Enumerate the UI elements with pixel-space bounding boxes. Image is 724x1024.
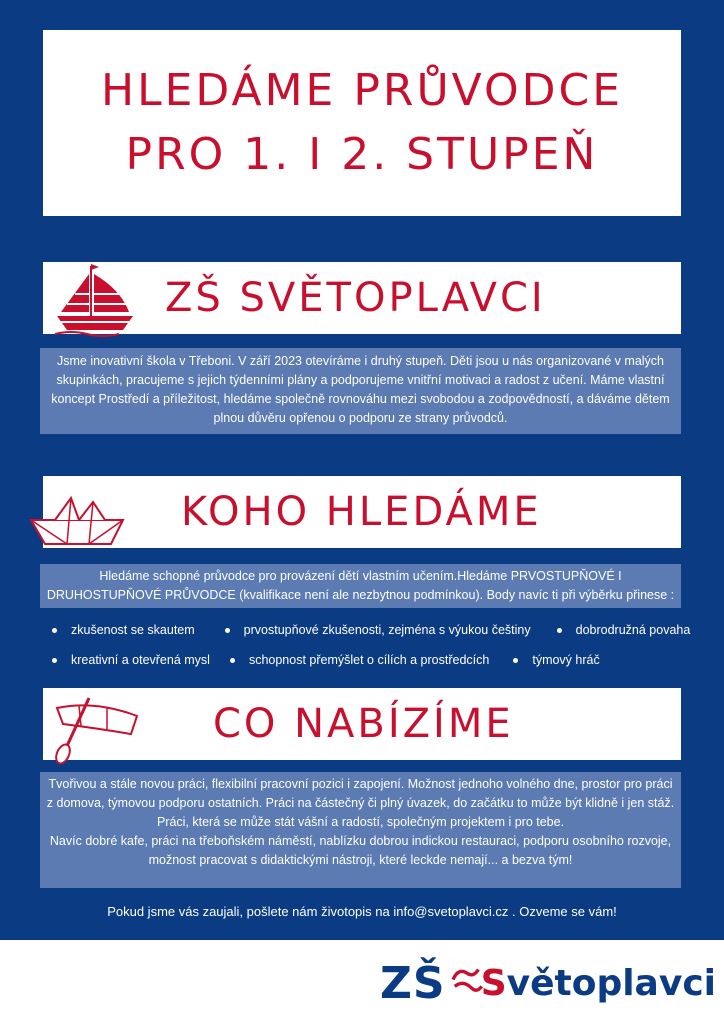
requirements-row-1 bbox=[40, 618, 690, 642]
list-item bbox=[557, 623, 691, 637]
lifebuoy-icon bbox=[448, 957, 485, 1009]
list-item-label: týmový hráč bbox=[532, 653, 600, 667]
section-school-heading: ZŠ SVĚTOPLAVCI bbox=[165, 275, 546, 321]
title-box bbox=[43, 30, 681, 216]
logo-prefix: ZŠ bbox=[380, 957, 446, 1009]
who-description-text: Hledáme schopné průvodce pro provázení dětí vlastním učením.Hledáme PRVOSTUPŇOVÉ I DRUHOSTUPŇOVÉ PRŮVODCE (kvalifikace není ale nezbytnou podmínkou). Body navíc ti při výběrku přinese : bbox=[46, 569, 675, 602]
list-item-label: schopnost přemýšlet o cílích a prostředcích bbox=[248, 653, 490, 667]
bullet-icon bbox=[230, 658, 235, 663]
title-line-1: HLEDÁME PRŮVODCE bbox=[100, 65, 624, 116]
section-offer-header bbox=[43, 688, 681, 760]
logo-initial: S bbox=[480, 962, 507, 1004]
list-item bbox=[52, 623, 195, 637]
bullet-icon bbox=[557, 628, 562, 633]
list-item bbox=[225, 623, 531, 637]
who-description bbox=[40, 564, 681, 608]
title-line-2: PRO 1. I 2. STUPEŇ bbox=[125, 129, 599, 180]
list-item-label: prvostupňové zkušenosti, zejména s výukou češtiny bbox=[243, 623, 531, 637]
sailboat-icon bbox=[51, 260, 139, 338]
requirements-row-2 bbox=[40, 648, 690, 672]
list-item-label: dobrodružná povaha bbox=[575, 623, 691, 637]
school-logo bbox=[380, 948, 716, 1018]
school-description bbox=[40, 348, 681, 434]
section-who-heading: KOHO HLEDÁME bbox=[181, 489, 542, 535]
offer-description-text-1: Tvořivou a stále novou práci, flexibilní pracovní pozici i zapojení. Možnost jednoho volného dne, prostor pro práci z domova, týmovou podporu ostatních. Práci na částečný či plný úvazek, do začátku to může být klidně i jen stáž. Práci, která se může stát vášní a radostí, společným projektem i pro tebe. bbox=[46, 777, 675, 829]
bullet-icon bbox=[513, 658, 518, 663]
section-who-header bbox=[43, 476, 681, 548]
logo-rest: větoplavci bbox=[506, 962, 716, 1004]
list-item-label: kreativní a otevřená mysl bbox=[71, 653, 210, 667]
school-description-text: Jsme inovativní škola v Třeboni. V září 2023 otevíráme i druhý stupeň. Děti jsou u nás organizované v malých skupinkách, pracujeme s jejich týdenními plány a podporujeme vnitřní motivaci a radost z učení. Máme vlastní koncept Prostředí a příležitost, hledáme společně rovnováhu mezi svobodou a zodpovědností, a dáváme dětem plnou důvěru opřenou o podporu ze strany průvodců. bbox=[51, 354, 670, 425]
bullet-icon bbox=[52, 658, 57, 663]
list-item bbox=[52, 653, 210, 667]
requirements-list bbox=[40, 618, 690, 672]
bullet-icon bbox=[52, 628, 57, 633]
list-item bbox=[513, 653, 599, 667]
offer-description bbox=[40, 772, 681, 888]
list-item-label: zkušenost se skautem bbox=[71, 623, 195, 637]
contact-text: Pokud jsme vás zaujali, pošlete nám životopis na info@svetoplavci.cz . Ozveme se vám! bbox=[107, 904, 617, 919]
rowboat-icon bbox=[49, 694, 143, 766]
section-offer-heading: CO NABÍZÍME bbox=[213, 701, 514, 747]
offer-description-text-2: Navíc dobré kafe, práci na třeboňském náměstí, nablízku dobrou indickou restauraci, podporu osobního rozvoje, možnost pracovat s didaktickými nástroji, které leckde nemají... a bezva tým! bbox=[49, 834, 672, 867]
list-item bbox=[230, 653, 489, 667]
section-school-header bbox=[43, 262, 681, 334]
bullet-icon bbox=[225, 628, 230, 633]
paper-boat-icon bbox=[27, 490, 127, 548]
